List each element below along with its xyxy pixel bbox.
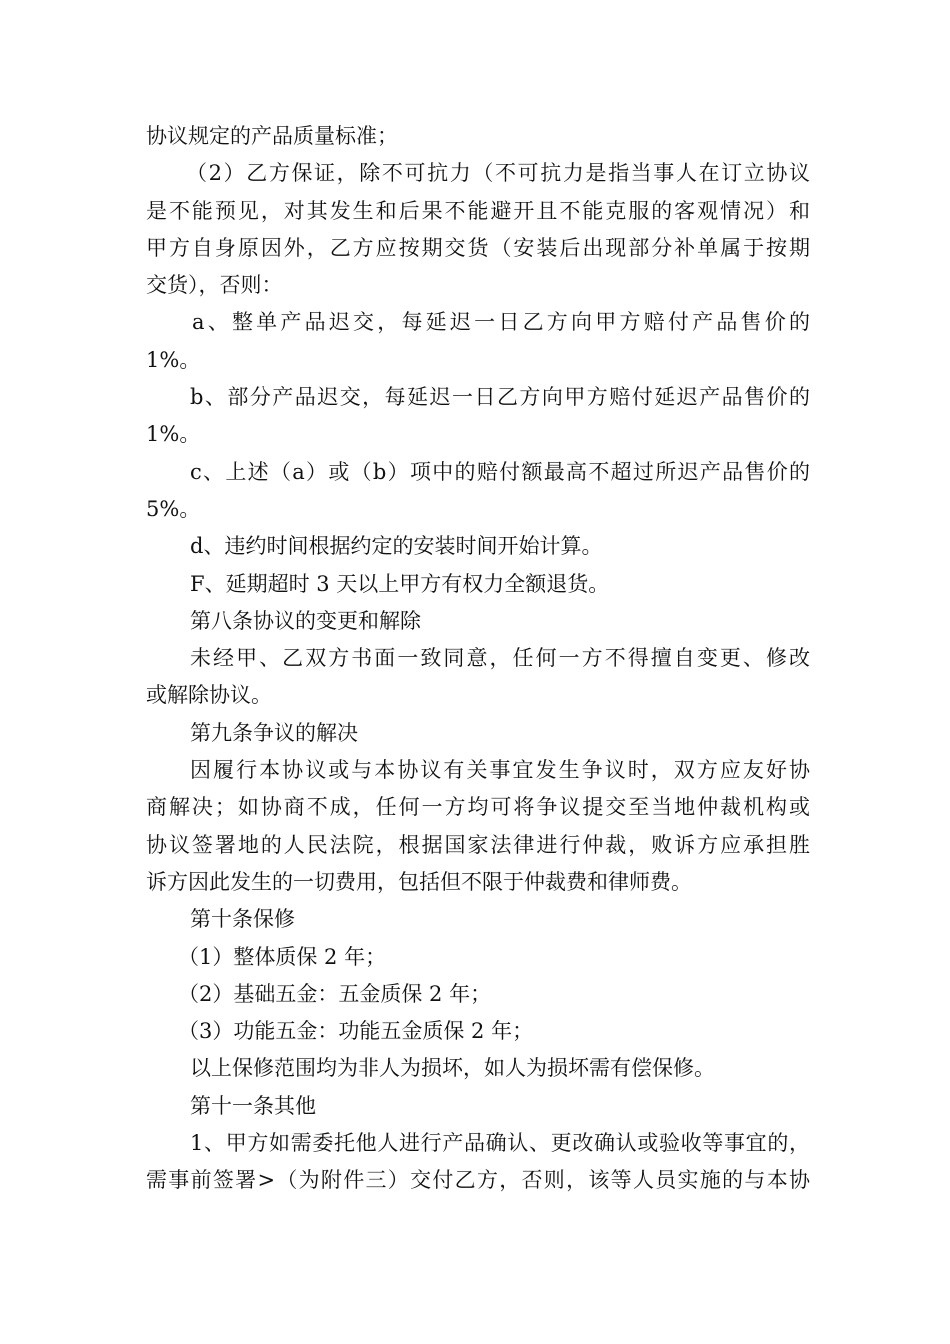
text-line: 是不能预见，对其发生和后果不能避开且不能克服的客观情况）和: [146, 198, 810, 223]
text-line: 1%。: [146, 422, 201, 447]
text-line: 5%。: [146, 496, 201, 521]
text-line: 或解除协议。: [146, 683, 272, 708]
text-line: 1、甲方如需委托他人进行产品确认、更改确认或验收等事宜的，: [190, 1131, 810, 1156]
text-line: b、部分产品迟交，每延迟一日乙方向甲方赔付延迟产品售价的: [190, 385, 810, 410]
section-heading: 第九条争议的解决: [190, 720, 358, 745]
text-line: 未经甲、乙双方书面一致同意，任何一方不得擅自变更、修改: [190, 646, 810, 671]
text-line: 1%。: [146, 347, 201, 372]
section-heading: 第十条保修: [190, 907, 295, 932]
text-line: a、整单产品迟交，每延迟一日乙方向甲方赔付产品售价的: [192, 310, 810, 335]
text-line: （2）乙方保证，除不可抗力（不可抗力是指当事人在订立协议: [186, 161, 810, 186]
text-line: F、延期超时 3 天以上甲方有权力全额退货。: [190, 571, 610, 596]
text-line: 因履行本协议或与本协议有关事宜发生争议时，双方应友好协: [190, 758, 810, 783]
text-line: 需事前签署>（为附件三）交付乙方，否则，该等人员实施的与本协: [146, 1168, 810, 1193]
text-line: 商解决；如协商不成，任何一方均可将争议提交至当地仲裁机构或: [146, 795, 810, 820]
section-heading: 第十一条其他: [190, 1093, 316, 1118]
text-line: d、违约时间根据约定的安装时间开始计算。: [190, 534, 603, 559]
section-heading: 第八条协议的变更和解除: [190, 608, 421, 633]
text-line: 协议规定的产品质量标准；: [146, 124, 398, 148]
text-line: 以上保修范围均为非人为损坏，如人为损坏需有偿保修。: [190, 1056, 715, 1081]
text-line: 甲方自身原因外，乙方应按期交货（安装后出现部分补单属于按期: [146, 235, 810, 260]
text-line: 诉方因此发生的一切费用，包括但不限于仲裁费和律师费。: [146, 869, 692, 894]
list-item: （2）基础五金：五金质保 2 年；: [178, 981, 492, 1006]
text-line: c、上述（a）或（b）项中的赔付额最高不超过所迟产品售价的: [190, 459, 810, 484]
text-line: 交货），否则：: [146, 273, 283, 298]
list-item: （1）整体质保 2 年；: [178, 944, 387, 969]
list-item: （3）功能五金：功能五金质保 2 年；: [178, 1019, 534, 1044]
document-body: [146, 118, 810, 1200]
text-line: 协议签署地的人民法院，根据国家法律进行仲裁，败诉方应承担胜: [146, 832, 810, 857]
